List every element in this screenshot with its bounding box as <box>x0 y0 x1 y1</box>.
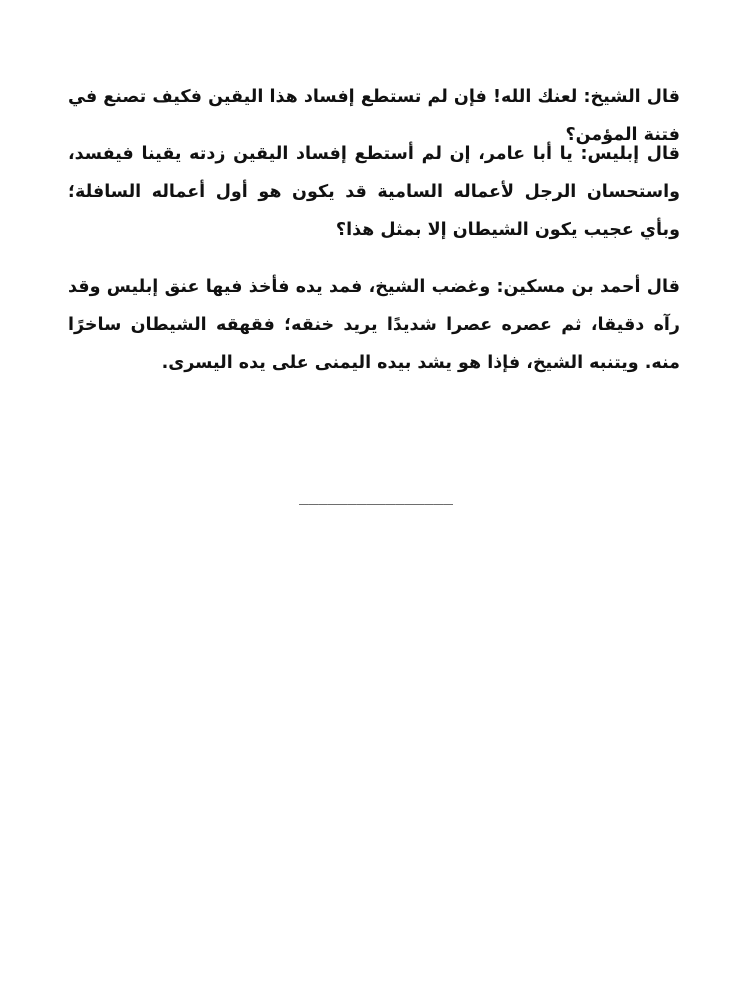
section-separator: ________________ <box>298 486 454 505</box>
paragraph-ahmad-narration: قال أحمد بن مسكين: وغضب الشيخ، فمد يده فأخذ فيها عنق إبليس وقد رآه دقيقا، ثم عصره عصرا شديدًا يريد خنقه؛ فقهقه الشيطان ساخرًا منه. ويتنبه الشيخ، فإذا هو يشد بيده اليمنى على يده اليسرى. <box>68 277 680 373</box>
paragraph-sheikh-curse: قال الشيخ: لعنك الله! فإن لم تستطع إفساد هذا اليقين فكيف تصنع في فتنة المؤمن؟ <box>68 87 680 145</box>
paragraph-iblis-reply: قال إبليس: يا أبا عامر، إن لم أستطع إفساد اليقين زدته يقينا فيفسد، واستحسان الرجل لأعماله السامية قد يكون هو أول أعماله السافلة؛ وبأي عجيب يكون الشيطان إلا بمثل هذا؟ <box>68 144 680 240</box>
